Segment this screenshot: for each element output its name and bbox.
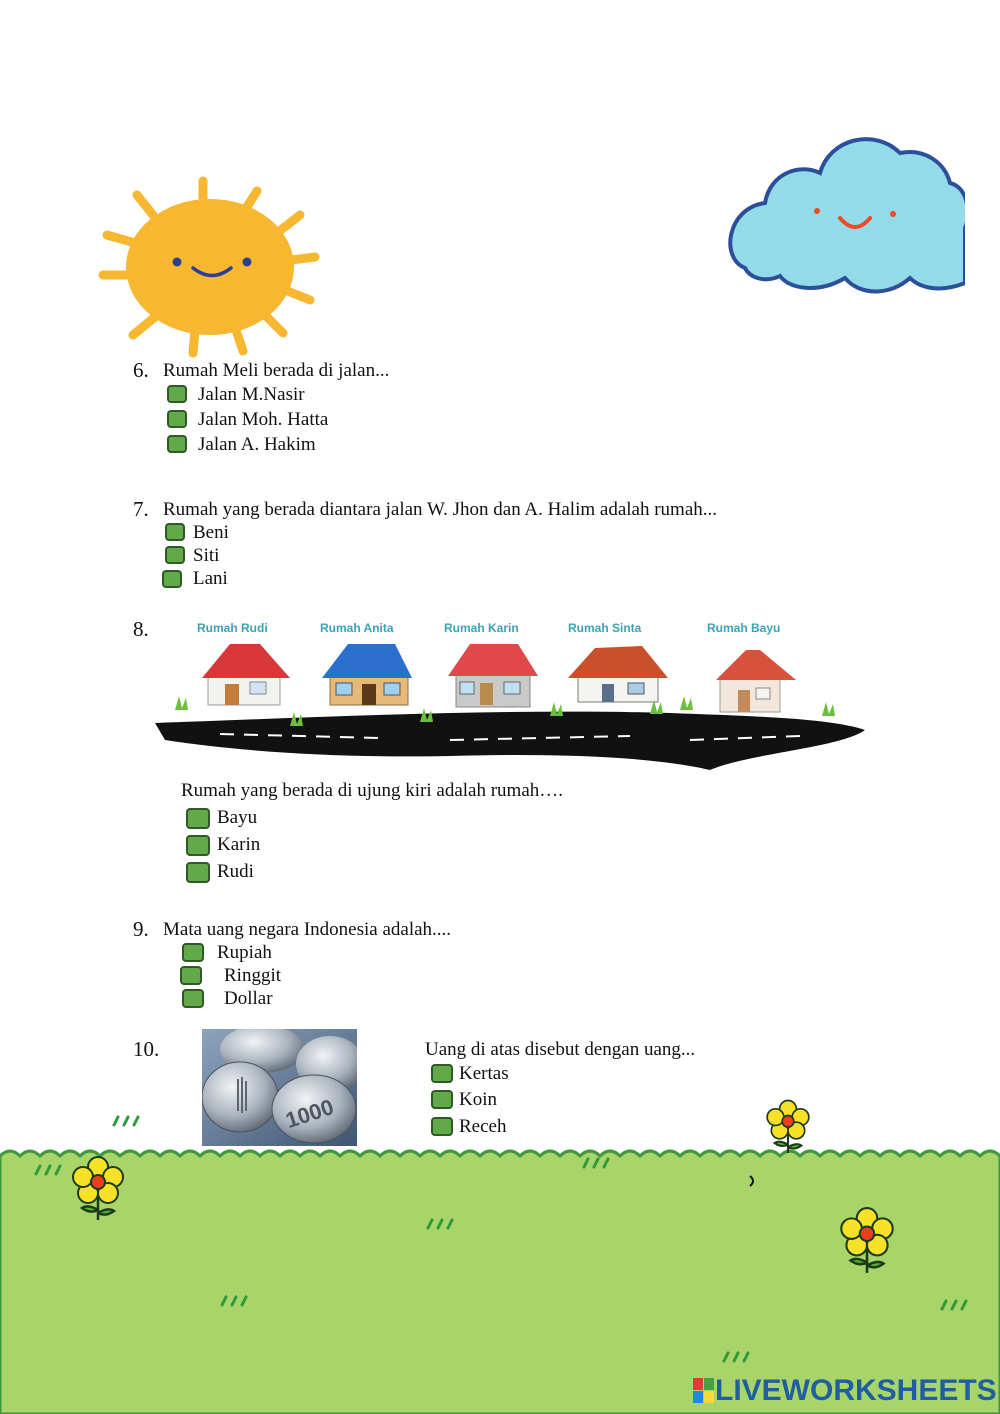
question-10-text: Uang di atas disebut dengan uang... — [425, 1039, 696, 1060]
q6-option-3-label: Jalan A. Hakim — [198, 434, 316, 455]
flower-icon — [836, 1206, 898, 1278]
q8-option-2-label: Karin — [217, 834, 261, 855]
house-label-anita: Rumah Anita — [320, 621, 394, 635]
q7-option-3-checkbox[interactable] — [162, 570, 182, 588]
q7-option-2-label: Siti — [193, 545, 220, 566]
question-8-number: 8. — [133, 617, 149, 641]
house-label-bayu: Rumah Bayu — [707, 621, 781, 635]
liveworksheets-logo[interactable] — [693, 1374, 997, 1408]
question-7-text: Rumah yang berada diantara jalan W. Jhon dan A. Halim adalah rumah... — [163, 499, 718, 520]
q9-option-3-checkbox[interactable] — [182, 989, 204, 1008]
q8-option-3-checkbox[interactable] — [186, 862, 210, 883]
q9-option-2-label: Ringgit — [224, 965, 282, 986]
q6-option-2-label: Jalan Moh. Hatta — [198, 409, 329, 430]
question-6-number: 6. — [133, 358, 149, 382]
q7-option-1-checkbox[interactable] — [165, 523, 185, 541]
question-9-text: Mata uang negara Indonesia adalah.... — [163, 919, 452, 940]
q10-option-2-label: Koin — [459, 1089, 497, 1110]
road — [155, 712, 865, 770]
q8-option-1-label: Bayu — [217, 807, 258, 828]
q7-option-2-checkbox[interactable] — [165, 546, 185, 564]
q8-option-1-checkbox[interactable] — [186, 808, 210, 829]
sun-icon — [95, 175, 325, 360]
coin-denomination: 1000 — [282, 1094, 337, 1134]
house-sinta-icon — [568, 646, 668, 702]
question-6-text: Rumah Meli berada di jalan... — [163, 360, 390, 381]
q8-option-3-label: Rudi — [217, 861, 254, 882]
q10-option-1-checkbox[interactable] — [431, 1064, 453, 1083]
house-bayu-icon — [716, 650, 796, 712]
q9-option-1-label: Rupiah — [217, 942, 272, 963]
question-8-text: Rumah yang berada di ujung kiri adalah rumah…. — [181, 780, 564, 801]
flower-icon — [763, 1098, 813, 1158]
q10-option-1-label: Kertas — [459, 1063, 509, 1084]
q8-option-2-checkbox[interactable] — [186, 835, 210, 856]
q6-option-1-checkbox[interactable] — [167, 385, 187, 403]
q7-option-3-label: Lani — [193, 568, 228, 589]
q6-option-2-checkbox[interactable] — [167, 410, 187, 428]
question-7-number: 7. — [133, 497, 149, 521]
q9-option-1-checkbox[interactable] — [182, 943, 204, 962]
house-label-sinta: Rumah Sinta — [568, 621, 642, 635]
cloud-icon — [725, 128, 965, 298]
house-rudi-icon — [202, 644, 290, 705]
house-label-rudi: Rumah Rudi — [197, 621, 268, 635]
q7-option-1-label: Beni — [193, 522, 229, 543]
question-10-number: 10. — [133, 1037, 160, 1061]
liveworksheets-blocks-icon — [693, 1378, 715, 1404]
house-label-karin: Rumah Karin — [444, 621, 519, 635]
brand-name: LIVEWORKSHEETS — [715, 1374, 997, 1407]
q10-option-3-label: Receh — [459, 1116, 507, 1137]
q6-option-1-label: Jalan M.Nasir — [198, 384, 305, 405]
question-9-number: 9. — [133, 917, 149, 941]
houses-and-road-illustration — [150, 638, 870, 788]
q9-option-2-checkbox[interactable] — [180, 966, 202, 985]
flower-icon — [68, 1155, 128, 1225]
q9-option-3-label: Dollar — [224, 988, 273, 1009]
q6-option-3-checkbox[interactable] — [167, 435, 187, 453]
house-anita-icon — [322, 644, 412, 705]
house-karin-icon — [448, 644, 538, 707]
